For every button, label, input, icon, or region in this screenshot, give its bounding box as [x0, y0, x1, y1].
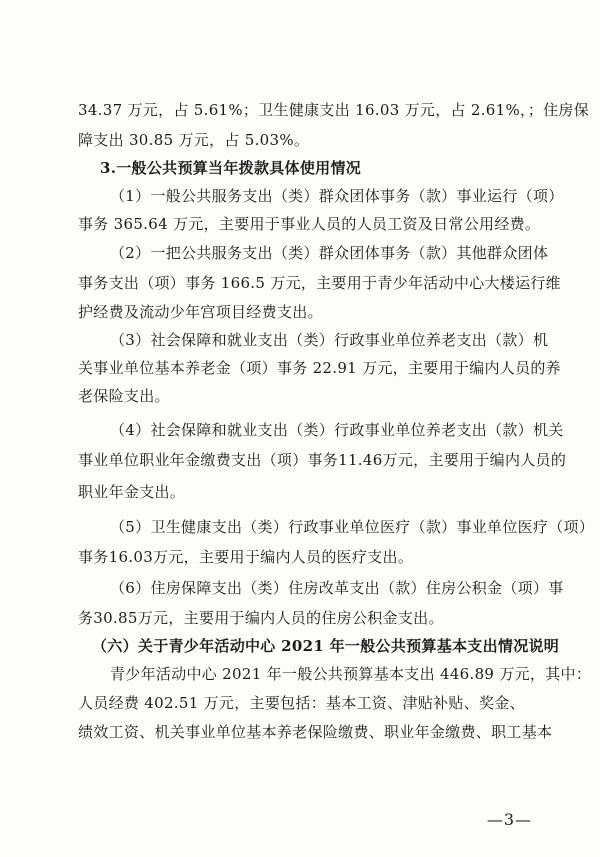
- text-line-22: 绩效工资、机关事业单位基本养老保险缴费、职业年金缴费、职工基本: [78, 723, 553, 741]
- text-line-9: （3）社会保障和就业支出（类）行政事业单位养老支出（款）机: [110, 331, 549, 349]
- text-line-13: 事业单位职业年金缴费支出（项）事务11.46万元，主要用于编内人员的: [78, 451, 567, 469]
- text-line-2: 障支出 30.85 万元，占 5.03%。: [78, 131, 310, 149]
- text-line-7: 事务支出（项）事务 166.5 万元，主要用于青少年活动中心大楼运行维: [78, 274, 561, 292]
- text-line-12: （4）社会保障和就业支出（类）行政事业单位养老支出（款）机关: [110, 421, 564, 439]
- text-line-20: 青少年活动中心 2021 年一般公共预算基本支出 446.89 万元，其中：: [110, 665, 592, 683]
- text-line-8: 护经费及流动少年宫项目经费支出。: [78, 303, 323, 321]
- section-heading-6: （六）关于青少年活动中心 2021 年一般公共预算基本支出情况说明: [92, 637, 560, 655]
- text-line-14: 职业年金支出。: [78, 483, 186, 501]
- page-number: —3—: [486, 810, 532, 829]
- text-line-6: （2）一把公共服务支出（类）群众团体事务（款）其他群众团体: [110, 244, 549, 262]
- text-line-17: （6）住房保障支出（类）住房改革支出（款）住房公积金（项）事: [110, 579, 564, 597]
- text-line-4: （1）一般公共服务支出（类）群众团体事务（款）事业运行（项）: [110, 187, 564, 205]
- text-line-16: 事务16.03万元，主要用于编内人员的医疗支出。: [78, 548, 414, 566]
- text-line-5: 事务 365.64 万元，主要用于事业人员的人员工资及日常公用经费。: [78, 215, 541, 233]
- text-line-1: 34.37 万元，占 5.61%；卫生健康支出 16.03 万元，占 2.61%，；住房保: [78, 101, 590, 119]
- text-line-11: 老保险支出。: [78, 387, 170, 405]
- text-line-18: 务30.85万元，主要用于编内人员的住房公积金支出。: [78, 609, 444, 627]
- text-line-15: （5）卫生健康支出（类）行政事业单位医疗（款）事业单位医疗（项）: [110, 518, 595, 536]
- section-heading-3: 3.一般公共预算当年拨款具体使用情况: [100, 159, 362, 177]
- text-line-10: 关事业单位基本养老金（项）事务 22.91 万元，主要用于编内人员的养: [78, 359, 561, 377]
- text-line-21: 人员经费 402.51 万元，主要包括：基本工资、津贴补贴、奖金、: [78, 694, 525, 712]
